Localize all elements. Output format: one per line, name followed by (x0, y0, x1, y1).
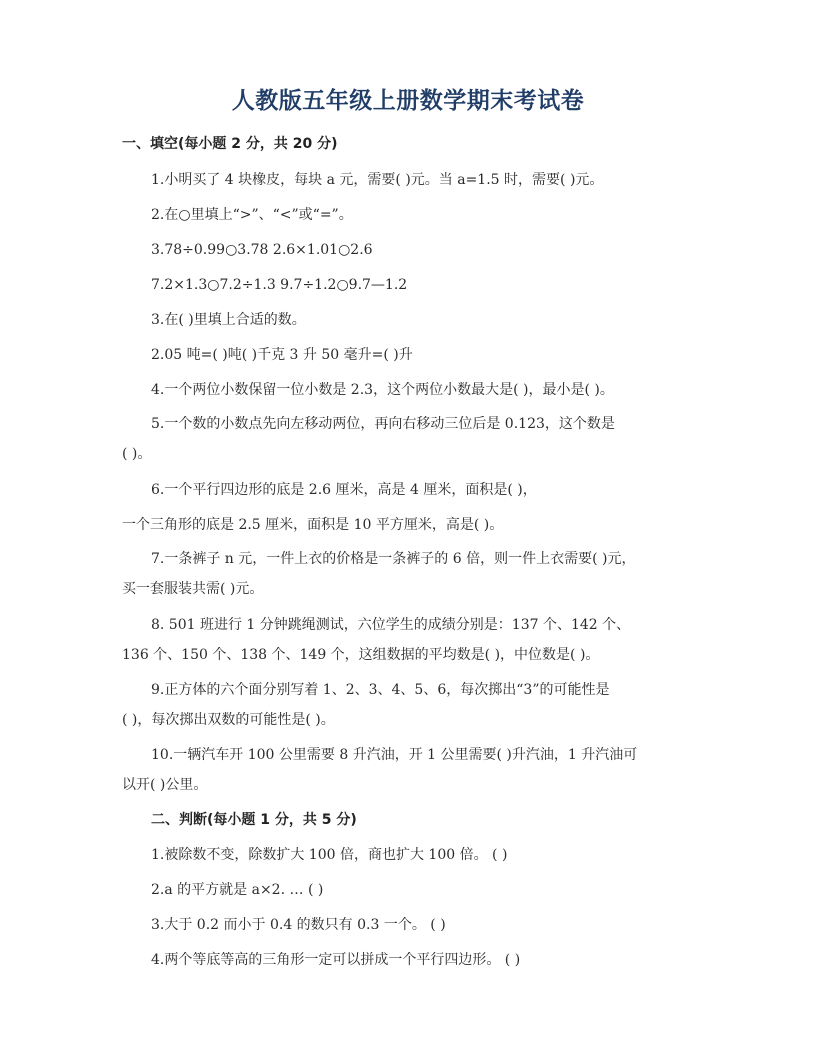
question-line: 5.一个数的小数点先向左移动两位，再向右移动三位后是 0.123，这个数是 (151, 416, 615, 432)
question-line: 一个三角形的底是 2.5 厘米，面积是 10 平方厘米，高是( )。 (122, 517, 504, 533)
question-line: ( )。 (122, 446, 152, 462)
question-line: 9.正方体的六个面分别写着 1、2、3、4、5、6，每次掷出“3”的可能性是 (151, 682, 610, 698)
question-line: 1.被除数不变，除数扩大 100 倍，商也扩大 100 倍。 ( ) (151, 847, 508, 863)
question-line: 7.一条裤子 n 元，一件上衣的价格是一条裤子的 6 倍，则一件上衣需要( )元， (151, 551, 636, 567)
question-line: 8. 501 班进行 1 分钟跳绳测试，六位学生的成绩分别是：137 个、142 个、 (151, 617, 631, 633)
question-line: 136 个、150 个、138 个、149 个，这组数据的平均数是( )，中位数是( )。 (122, 647, 600, 663)
question-line: 2.在○里填上“>”、“<”或“=”。 (151, 207, 353, 223)
section-1-heading: 一、填空(每小题 2 分，共 20 分) (122, 136, 338, 152)
question-line: 4.两个等底等高的三角形一定可以拼成一个平行四边形。 ( ) (151, 952, 521, 968)
question-line: 2.a 的平方就是 a×2. … ( ) (151, 882, 324, 898)
question-line: 4.一个两位小数保留一位小数是 2.3，这个两位小数最大是( )，最小是( )。 (151, 382, 614, 398)
section-2-heading: 二、判断(每小题 1 分，共 5 分) (151, 812, 357, 828)
question-line: 以开( )公里。 (122, 777, 208, 793)
question-line: 1.小明买了 4 块橡皮，每块 a 元，需要( )元。当 a=1.5 时，需要( )元。 (151, 172, 604, 188)
question-line: 7.2×1.3○7.2÷1.3 9.7÷1.2○9.7—1.2 (151, 277, 408, 293)
question-line: 3.在( )里填上合适的数。 (151, 312, 306, 328)
question-line: 10.一辆汽车开 100 公里需要 8 升汽油，开 1 公里需要( )升汽油，1 升汽油可 (151, 747, 638, 763)
question-line: 买一套服装共需( )元。 (122, 581, 264, 597)
question-line: 3.大于 0.2 而小于 0.4 的数只有 0.3 一个。 ( ) (151, 917, 446, 933)
question-line: 6.一个平行四边形的底是 2.6 厘米，高是 4 厘米，面积是( )， (151, 482, 537, 498)
question-line: ( )，每次掷出双数的可能性是( )。 (122, 712, 335, 728)
question-line: 3.78÷0.99○3.78 2.6×1.01○2.6 (151, 242, 373, 258)
page-title: 人教版五年级上册数学期末考试卷 (231, 88, 585, 114)
question-line: 2.05 吨=( )吨( )千克 3 升 50 毫升=( )升 (151, 347, 413, 363)
